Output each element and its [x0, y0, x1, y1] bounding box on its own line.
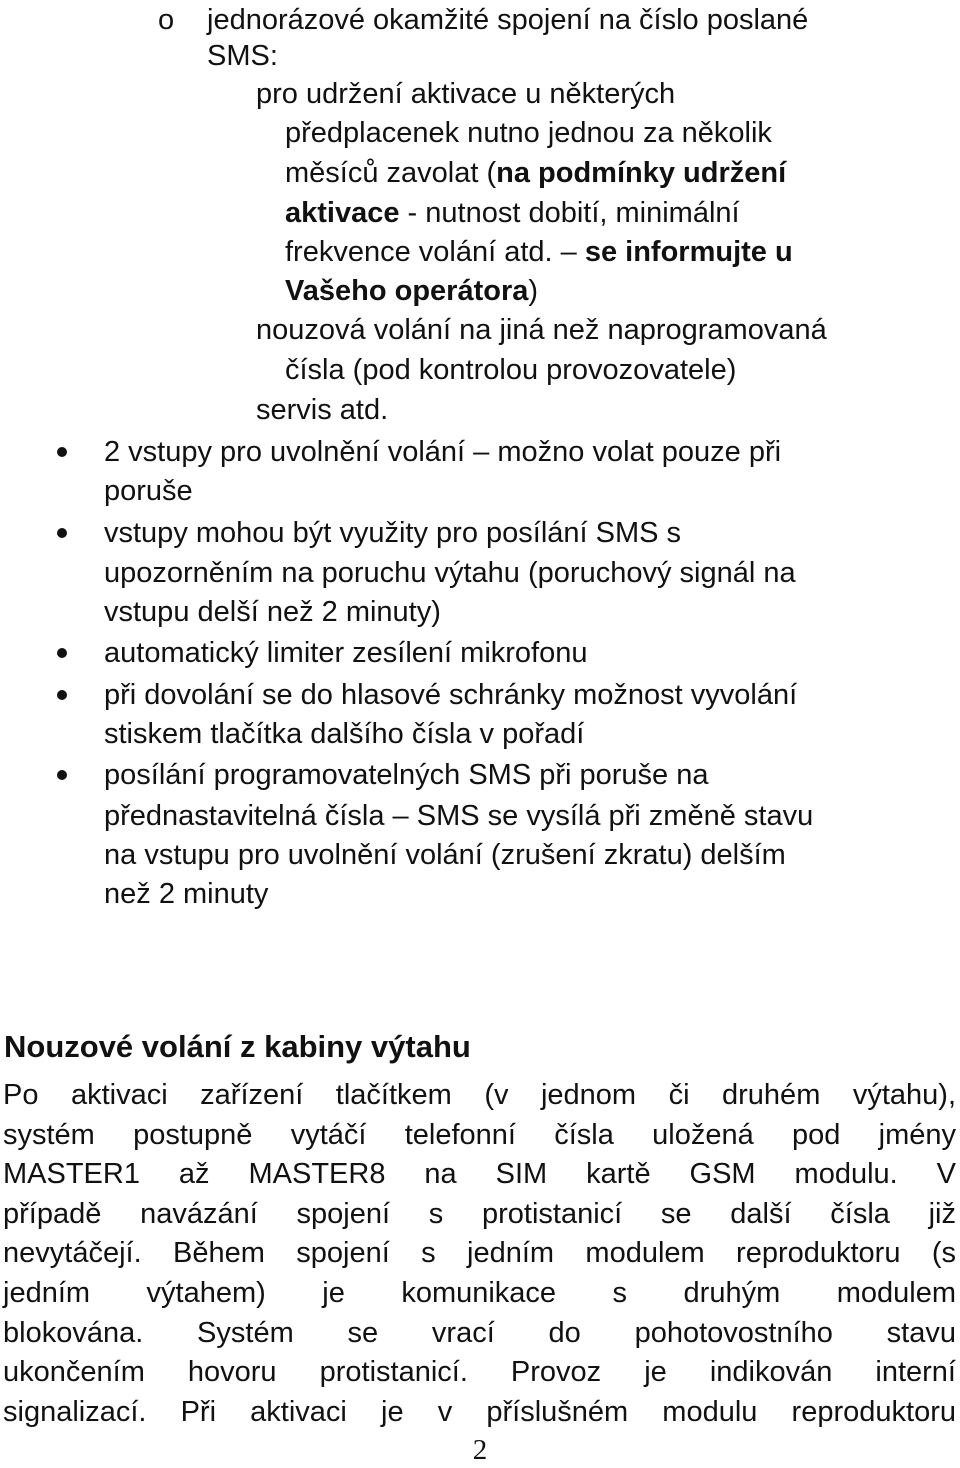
bullet-icon	[57, 770, 67, 780]
nested-text: )	[528, 275, 539, 307]
nested-item-line	[285, 271, 538, 311]
paragraph-line: ukončením hovoru protistanicí. Provoz je indikován interní	[3, 1356, 956, 1389]
paragraph-line: MASTER1 až MASTER8 na SIM kartě GSM modulu. V	[3, 1158, 956, 1191]
bullet-line: než 2 minuty	[104, 878, 269, 910]
bullet-icon	[57, 690, 67, 700]
bullet-line: 2 vstupy pro uvolnění volání – možno volat pouze při	[104, 436, 782, 468]
section-heading: Nouzové volání z kabiny výtahu	[4, 1029, 471, 1064]
bullet-line: vstupu delší než 2 minuty)	[104, 596, 441, 628]
page-number: 2	[472, 1434, 488, 1466]
bullet-line: vstupy mohou být využity pro posílání SMS s	[104, 517, 682, 549]
nested-item-line: čísla (pod kontrolou provozovatele)	[285, 354, 737, 386]
bullet-line: poruše	[104, 475, 193, 507]
nested-text: - nutnost dobití, minimální	[399, 197, 740, 229]
bullet-icon	[57, 528, 67, 538]
nested-item-line: nouzová volání na jiná než naprogramovaná	[256, 314, 827, 346]
nested-text: frekvence volání atd. –	[285, 236, 585, 268]
nested-item-line: servis atd.	[256, 394, 389, 426]
nested-item-line: předplacenek nutno jednou za několik	[285, 117, 772, 149]
nested-item-line	[285, 153, 786, 193]
nested-bold-text: na podmínky udržení	[496, 157, 787, 189]
bullet-line: stiskem tlačítka dalšího čísla v pořadí	[104, 718, 585, 750]
bullet-line: při dovolání se do hlasové schránky možnost vyvolání	[104, 679, 798, 711]
paragraph-line: blokována. Systém se vrací do pohotovostního stavu	[3, 1316, 956, 1349]
paragraph-line: nevytáčejí. Během spojení s jedním modulem reproduktoru (s	[3, 1237, 956, 1270]
sub-item-line-2: SMS:	[207, 40, 278, 72]
nested-bold-text: se informujte u	[584, 236, 793, 268]
nested-bold-text: Vašeho operátora	[285, 275, 529, 307]
sub-list-marker: o	[158, 4, 175, 36]
nested-item-line: pro udržení aktivace u některých	[256, 78, 676, 110]
nested-text: měsíců zavolat (	[285, 157, 497, 189]
paragraph-line: případě navázání spojení s protistanicí se další čísla již	[3, 1197, 956, 1230]
bullet-line: přednastavitelná čísla – SMS se vysílá při změně stavu	[104, 800, 814, 832]
bullet-icon	[57, 447, 67, 457]
section-paragraph	[3, 1076, 956, 1432]
nested-bold-text: aktivace	[285, 197, 400, 229]
sub-item-line-1: jednorázové okamžité spojení na číslo poslané	[207, 4, 809, 36]
paragraph-line: systém postupně vytáčí telefonní čísla uložená pod jmény	[3, 1118, 956, 1151]
paragraph-line: signalizací. Při aktivaci je v příslušném modulu reproduktoru	[3, 1395, 956, 1428]
nested-item-line	[285, 232, 793, 272]
bullet-line: upozorněním na poruchu výtahu (poruchový signál na	[104, 557, 796, 589]
nested-item-line	[285, 193, 740, 233]
paragraph-line: Po aktivaci zařízení tlačítkem (v jednom či druhém výtahu),	[3, 1079, 956, 1111]
bullet-line: na vstupu pro uvolnění volání (zrušení zkratu) delším	[104, 839, 786, 871]
bullet-line: automatický limiter zesílení mikrofonu	[104, 637, 588, 669]
bullet-line: posílání programovatelných SMS při poruše na	[104, 759, 709, 791]
bullet-icon	[57, 648, 67, 658]
paragraph-line: jedním výtahem) je komunikace s druhým modulem	[3, 1276, 956, 1309]
